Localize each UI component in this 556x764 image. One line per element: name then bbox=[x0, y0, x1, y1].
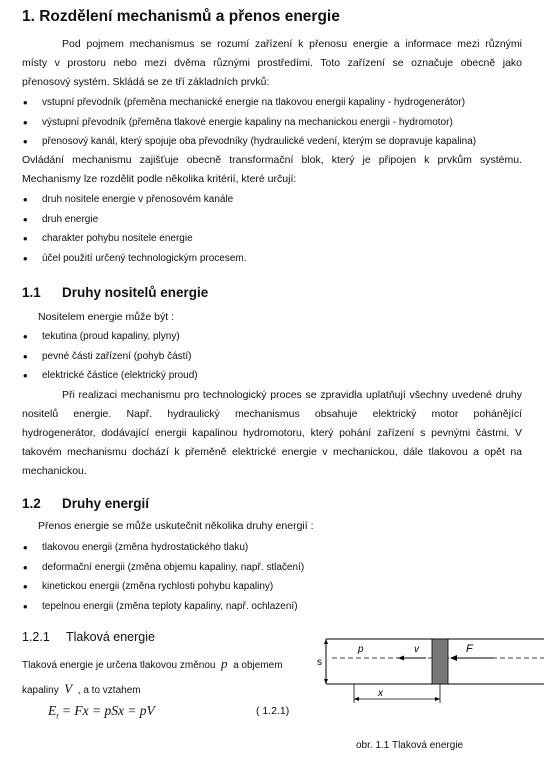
section-1-1-intro: Nositelem energie může být : bbox=[38, 311, 174, 323]
intro-line: místy v prostoru nebo mezi dvěma různými prostředími. Toto zařízení se označuje obecně jako bbox=[22, 57, 522, 69]
arrow-head bbox=[354, 697, 359, 701]
figure-caption: obr. 1.1 Tlaková energie bbox=[356, 740, 464, 751]
intro-paragraph bbox=[22, 35, 522, 92]
arrow-head bbox=[324, 679, 328, 684]
intro-line: Pod pojmem mechanismus se rozumí zařízení k přenosu energie a informace mezi různými bbox=[62, 38, 522, 50]
pressure-energy-figure bbox=[314, 630, 546, 710]
list-item: • tepelnou energii (změna teploty kapaliny, např. ochlazení) bbox=[23, 598, 298, 614]
pressure-energy-equation: $E_t = Fx$ = pSx = pV bbox=[48, 703, 155, 721]
list-item: • vstupní převodník (přeměna mechanické energie na tlakovou energii kapaliny - hydrogenerátor) bbox=[23, 95, 466, 110]
control-line: Mechanismy lze rozdělit podle několika kritérií, které určují: bbox=[22, 173, 297, 185]
label-s: s bbox=[317, 657, 322, 668]
list-item: • výstupní převodník (přeměna tlakové energie kapaliny na mechanickou energii - hydromotor) bbox=[23, 114, 453, 130]
label-x: x bbox=[378, 688, 383, 699]
list-item: • účel použití určený technologickým procesem. bbox=[23, 250, 247, 266]
arrow-head bbox=[398, 656, 404, 661]
energy-types-list bbox=[22, 538, 532, 616]
list-item: • elektrické částice (elektrický proud) bbox=[23, 368, 198, 383]
carriers-list bbox=[22, 327, 532, 386]
arrow-head bbox=[324, 639, 328, 644]
list-item: • přenosový kanál, který spojuje oba převodníky (hydraulické vedení, kterým se dopravuje kapalina) bbox=[23, 134, 477, 149]
list-item: • pevné části zařízení (pohyb částí) bbox=[23, 348, 192, 364]
section-heading-1-2-1: 1.2.1 Tlaková energie bbox=[22, 630, 155, 644]
control-paragraph bbox=[22, 151, 522, 189]
list-item: • druh nositele energie v přenosovém kanále bbox=[23, 192, 234, 207]
piston bbox=[432, 639, 448, 684]
label-F: F bbox=[466, 643, 473, 655]
section-heading-1-1: 1.1 Druhy nositelů energie bbox=[22, 285, 209, 300]
control-line: Ovládání mechanismu zajišťuje obecně transformační blok, který je připojen k prvkům systému. bbox=[22, 154, 522, 166]
arrow-head bbox=[435, 697, 440, 701]
label-v: v bbox=[414, 644, 419, 655]
chapter-heading: 1. Rozdělení mechanismů a přenos energie bbox=[22, 8, 340, 25]
list-item: • charakter pohybu nositele energie bbox=[23, 231, 193, 246]
list-item: • druh energie bbox=[23, 211, 99, 227]
section-1-1-paragraph: Při realizaci mechanismu pro technologický proces se zpravidla uplatňují všechny uvedené druhy nositelů energie. Např. hydraulický mechanismus obsahuje elektrický motor pohánějící hydrogenerátor, dodávající energii kapalinou hydromotoru, který pohání zařízení s pevnými částmi. V takovém mechanismu dochází k přeměně elektrické energie v mechanickou, dále tlakovou a opět na mechanickou. bbox=[22, 389, 522, 477]
intro-line: přenosový systém. Skládá se ze tří základních prvků: bbox=[22, 76, 270, 88]
equation-number: ( 1.2.1) bbox=[256, 705, 290, 717]
elements-list bbox=[22, 93, 532, 152]
pressure-line-1: Tlaková energie je určena tlakovou změnou p a objemem bbox=[22, 656, 283, 671]
list-item: • kinetickou energii (změna rychlosti pohybu kapaliny) bbox=[23, 579, 274, 594]
section-heading-1-2: 1.2 Druhy energií bbox=[22, 496, 150, 511]
arrow-head bbox=[450, 655, 457, 661]
list-item: • deformační energii (změna objemu kapaliny, např. stlačení) bbox=[23, 559, 305, 575]
section-1-2-intro: Přenos energie se může uskutečnit několika druhy energií : bbox=[38, 520, 314, 532]
criteria-list bbox=[22, 190, 532, 268]
pressure-line-2: kapaliny V , a to vztahem bbox=[22, 681, 141, 696]
label-p: p bbox=[358, 644, 364, 655]
list-item: • tlakovou energii (změna hydrostatického tlaku) bbox=[23, 540, 249, 555]
list-item: • tekutina (proud kapaliny, plyny) bbox=[23, 329, 180, 344]
